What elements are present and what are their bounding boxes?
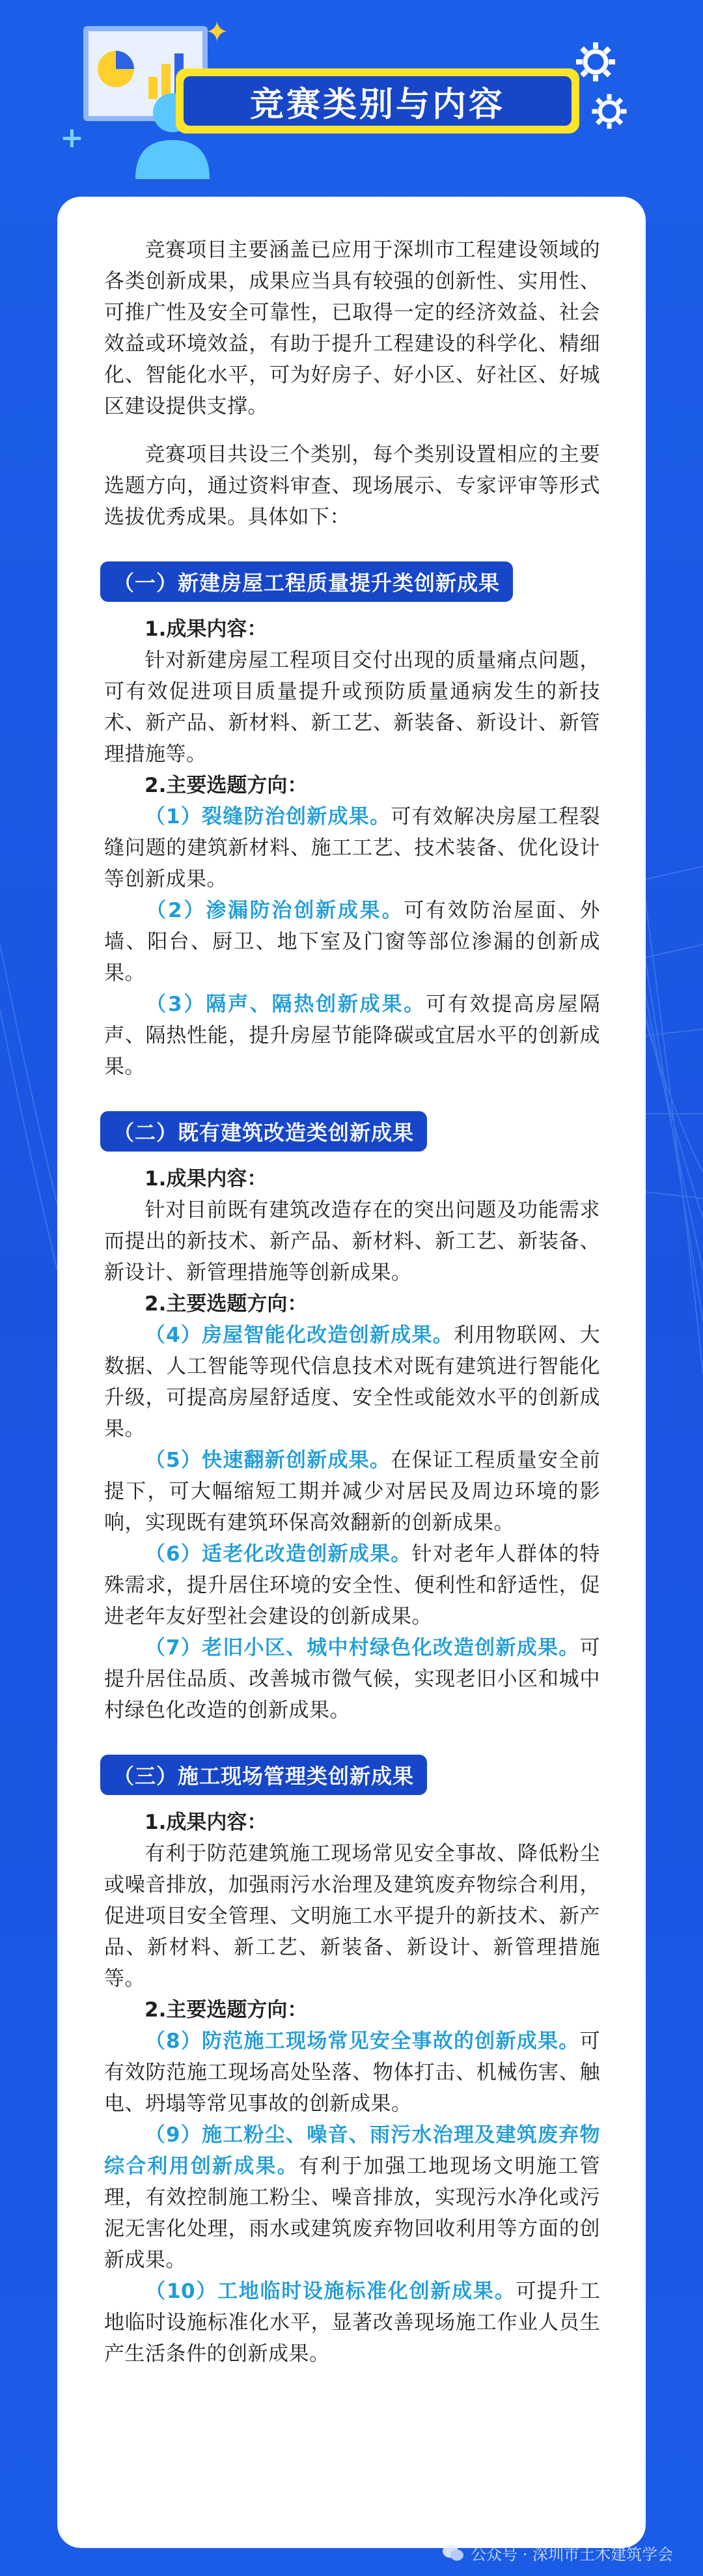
page-title: 竞赛类别与内容 xyxy=(249,85,505,124)
direction-item: （3）隔声、隔热创新成果。可有效提高房屋隔声、隔热性能，提升房屋节能降碳或宜居水平的创新成果。 xyxy=(104,993,601,1079)
intro-paragraph: 竞赛项目共设三个类别，每个类别设置相应的主要选题方向，通过资料审查、现场展示、专家评审等形式选拔优秀成果。具体如下： xyxy=(104,443,600,529)
gear-icon xyxy=(589,91,629,132)
directions-heading: 2.主要选题方向： xyxy=(145,1998,308,2022)
content-heading: 1.成果内容： xyxy=(145,617,268,641)
section-title-badge: （二）既有建筑改造类创新成果 xyxy=(100,1111,427,1152)
directions-heading: 2.主要选题方向： xyxy=(145,1292,308,1316)
direction-item: （7）老旧小区、城中村绿色化改造创新成果。可提升居住品质、改善城市微气候，实现老旧小区和城中村绿色化改造的创新成果。 xyxy=(104,1636,600,1722)
gear-icon xyxy=(573,39,618,85)
directions-heading: 2.主要选题方向： xyxy=(145,774,308,797)
watermark-text: 公众号 · 深圳市土木建筑学会 xyxy=(471,2545,673,2564)
wechat-icon xyxy=(442,2544,464,2562)
content-paragraph: 有利于防范建筑施工现场常见安全事故、降低粉尘或噪音排放，加强雨污水治理及建筑废弃物综合利用，促进项目安全管理、文明施工水平提升的新技术、新产品、新材料、新工艺、新装备、新设计、新管理措施等。 xyxy=(104,1842,600,1990)
title-banner xyxy=(176,68,579,134)
intro-paragraph: 竞赛项目主要涵盖已应用于深圳市工程建设领域的各类创新成果，成果应当具有较强的创新性、实用性、可推广性及安全可靠性，已取得一定的经济效益、社会效益或环境效益，有助于提升工程建设的科学化、精细化、智能化水平，可为好房子、好小区、好社区、好城区建设提供支撑。 xyxy=(104,238,600,418)
content-paragraph: 针对新建房屋工程项目交付出现的质量痛点问题，可有效促进项目质量提升或预防质量通病发生的新技术、新产品、新材料、新工艺、新装备、新设计、新管理措施等。 xyxy=(104,649,600,766)
section-title-badge: （一）新建房屋工程质量提升类创新成果 xyxy=(100,561,513,602)
watermark xyxy=(442,2541,673,2564)
direction-item: （10）工地临时设施标准化创新成果。可提升工地临时设施标准化水平，显著改善现场施工作业人员生产生活条件的创新成果。 xyxy=(104,2280,601,2366)
plus-icon: + xyxy=(60,121,84,154)
content-heading: 1.成果内容： xyxy=(145,1811,268,1834)
direction-item: （6）适老化改造创新成果。针对老年人群体的特殊需求，提升居住环境的安全性、便利性和舒适性，促进老年友好型社会建设的创新成果。 xyxy=(104,1542,601,1628)
sparkle-icon: ✦ xyxy=(205,16,229,49)
direction-item: （2）渗漏防治创新成果。可有效防治屋面、外墙、阳台、厨卫、地下室及门窗等部位渗漏的创新成果。 xyxy=(104,899,601,985)
content-paragraph: 针对目前既有建筑改造存在的突出问题及功能需求而提出的新技术、新产品、新材料、新工艺、新装备、新设计、新管理措施等创新成果。 xyxy=(104,1198,600,1284)
direction-item: （8）防范施工现场常见安全事故的创新成果。可有效防范施工现场高处坠落、物体打击、机械伤害、触电、坍塌等常见事故的创新成果。 xyxy=(104,2030,600,2116)
content-heading: 1.成果内容： xyxy=(145,1167,268,1191)
content-card xyxy=(57,197,646,2548)
article-body xyxy=(104,234,600,2370)
direction-item: （4）房屋智能化改造创新成果。利用物联网、大数据、人工智能等现代信息技术对既有建筑进行智能化升级，可提高房屋舒适度、安全性或能效水平的创新成果。 xyxy=(104,1323,600,1441)
direction-item: （9）施工粉尘、噪音、雨污水治理及建筑废弃物综合利用创新成果。有利于加强工地现场文明施工管理，有效控制施工粉尘、噪音排放，实现污水净化或污泥无害化处理，雨水或建筑废弃物回收利用等方面的创新成果。 xyxy=(104,2123,601,2272)
section-title-badge: （三）施工现场管理类创新成果 xyxy=(100,1755,427,1795)
header xyxy=(0,0,703,189)
direction-item: （1）裂缝防治创新成果。可有效解决房屋工程裂缝问题的建筑新材料、施工工艺、技术装备、优化设计等创新成果。 xyxy=(104,805,600,891)
direction-item: （5）快速翻新创新成果。在保证工程质量安全前提下，可大幅缩短工期并减少对居民及周边环境的影响，实现既有建筑环保高效翻新的创新成果。 xyxy=(104,1449,600,1535)
